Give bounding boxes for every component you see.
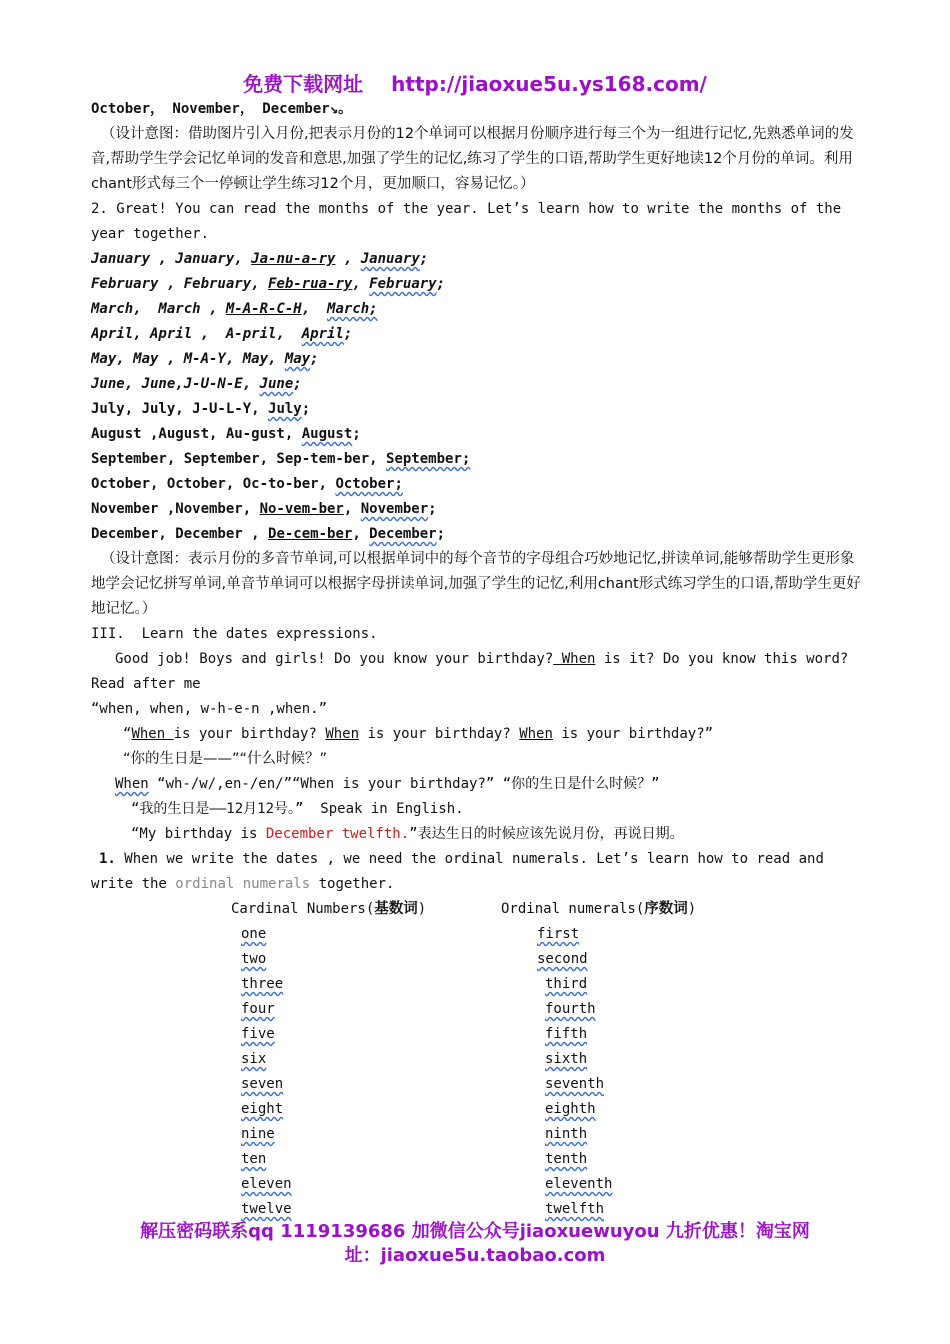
cardinal-cell: two [241, 951, 267, 967]
cardinal-cell: three [241, 976, 284, 992]
ordinal-cell: ninth [545, 1126, 588, 1142]
table-row [231, 1147, 696, 1172]
ordinal-header: Ordinal numerals(序数词) [501, 901, 697, 917]
month-chant-line: May, May , M-A-Y, May, May; [91, 351, 319, 367]
when-spelling: “when, when, w-h-e-n ,when.” [91, 701, 328, 717]
table-row [231, 997, 696, 1022]
table-row [231, 1097, 696, 1122]
ordinal-cell: tenth [545, 1151, 588, 1167]
month-chant-line: November ,November, No-vem-ber, November; [91, 501, 437, 517]
lesson-content [91, 97, 863, 1222]
month-chant-line: January , January, Ja-nu-a-ry , January; [91, 251, 429, 267]
month-chant-line: August ,August, Au-gust, August; [91, 426, 361, 442]
month-chant-line: October, October, Oc-to-ber, October; [91, 476, 403, 492]
month-chant-line: December, December , De-cem-ber, December; [91, 526, 446, 542]
ordinal-cell: second [537, 951, 588, 967]
when-word: When [519, 726, 553, 742]
good-job-paragraph [91, 647, 863, 697]
header-title: 免费下载网址 [243, 72, 364, 96]
table-row [231, 972, 696, 997]
month-chant-line: July, July, J-U-L-Y, July; [91, 401, 311, 417]
ordinal-cell: sixth [545, 1051, 588, 1067]
good-job-text-rest: is it? Do you know this word? Read after me [91, 651, 849, 692]
table-row [231, 947, 696, 972]
footer-line-1: 解压密码联系qq 1119139686 加微信公众号jiaoxuewuyou 九折优惠！淘宝网 [140, 1221, 810, 1242]
cardinal-cell: twelve [241, 1201, 292, 1217]
my-birthday-en-line: “My birthday is December twelfth.”表达生日的时候应该先说月份，再说日期。 [131, 826, 684, 842]
month-chant-line: March, March , M-A-R-C-H, March; [91, 301, 378, 317]
ordinal-cell: first [537, 926, 580, 942]
table-row [231, 1122, 696, 1147]
when-word: When [131, 726, 174, 742]
when-word: When [115, 776, 149, 792]
cardinal-header: Cardinal Numbers(基数词) [231, 901, 427, 917]
chinese-question-line: “你的生日是——”“什么时候？” [123, 751, 328, 767]
step-2-text: 2. Great! You can read the months of the year. Let’s learn how to write the months of the year together. [91, 201, 842, 242]
example-date: December twelfth. [265, 826, 410, 842]
good-job-text: Good job! Boys and girls! Do you know your birthday? [115, 651, 554, 667]
step-number: 1. [99, 851, 116, 867]
cardinal-cell: nine [241, 1126, 275, 1142]
numbers-table [231, 897, 696, 1222]
cardinal-cell: six [241, 1051, 267, 1067]
ordinal-cell: fifth [545, 1026, 588, 1042]
step-1-paragraph: 1. When we write the dates , we need the ordinal numerals. Let’s learn how to read and write the ordinal numerals together. [91, 851, 824, 892]
table-row [231, 1197, 696, 1222]
ordinal-cell: twelfth [545, 1201, 605, 1217]
months-chant-list [91, 247, 863, 547]
table-row [231, 1047, 696, 1072]
when-question-line: “When is your birthday? When is your birthday? When is your birthday?” [123, 726, 714, 742]
ordinal-cell: fourth [545, 1001, 596, 1017]
cardinal-cell: ten [241, 1151, 267, 1167]
ordinal-cell: third [545, 976, 588, 992]
design-note-2: （设计意图：表示月份的多音节单词,可以根据单词中的每个音节的字母组合巧妙地记忆,拼读单词,能够帮助学生更形象地学会记忆拼写单词,单音节单词可以根据字母拼读单词,加强了学生的记忆,利用chant形式练习学生的口语,帮助学生更好地记忆。） [91, 551, 861, 617]
section-3-heading: III. Learn the dates expressions. [91, 626, 378, 642]
cardinal-cell: four [241, 1001, 275, 1017]
cardinal-cell: eight [241, 1101, 284, 1117]
month-chant-line: February , February, Feb-rua-ry, February; [91, 276, 446, 292]
cardinal-cell: five [241, 1026, 275, 1042]
table-row [231, 1022, 696, 1047]
table-header-row [231, 897, 696, 922]
footer-line-2: 址：jiaoxue5u.taobao.com [344, 1245, 606, 1266]
table-row [231, 1172, 696, 1197]
month-chant-line: April, April , A-pril, April; [91, 326, 353, 342]
ordinal-cell: eighth [545, 1101, 596, 1117]
my-birthday-cn-line: “我的生日是——12月12号。” Speak in English. [131, 801, 464, 817]
cardinal-cell: one [241, 926, 267, 942]
ordinal-cell: eleventh [545, 1176, 613, 1192]
good-job-when: When [553, 651, 596, 667]
when-phonics-line: When “wh-/w/,en-/en/”“When is your birthday?” “你的生日是什么时候？” [115, 776, 660, 792]
ordinal-cell: seventh [545, 1076, 605, 1092]
cardinal-cell: eleven [241, 1176, 292, 1192]
month-chant-line: June, June,J-U-N-E, June; [91, 376, 302, 392]
page-header [0, 68, 950, 97]
table-row [231, 922, 696, 947]
cardinal-cell: seven [241, 1076, 284, 1092]
intro-line: October， November， December↘。 [91, 101, 353, 117]
header-url[interactable]: http://jiaoxue5u.ys168.com/ [391, 72, 707, 96]
month-chant-line: September, September, Sep-tem-ber, September; [91, 451, 471, 467]
page-footer [0, 1220, 950, 1268]
design-note-1: （设计意图：借助图片引入月份,把表示月份的12个单词可以根据月份顺序进行每三个为一组进行记忆,先熟悉单词的发音,帮助学生学会记忆单词的发音和意思,加强了学生的记忆,练习了学生的口语,帮助学生更好地读12个月份的单词。利用chant形式每三个一停顿让学生练习12个月，更加顺口，容易记忆。） [91, 126, 854, 192]
when-word: When [325, 726, 360, 742]
table-row [231, 1072, 696, 1097]
